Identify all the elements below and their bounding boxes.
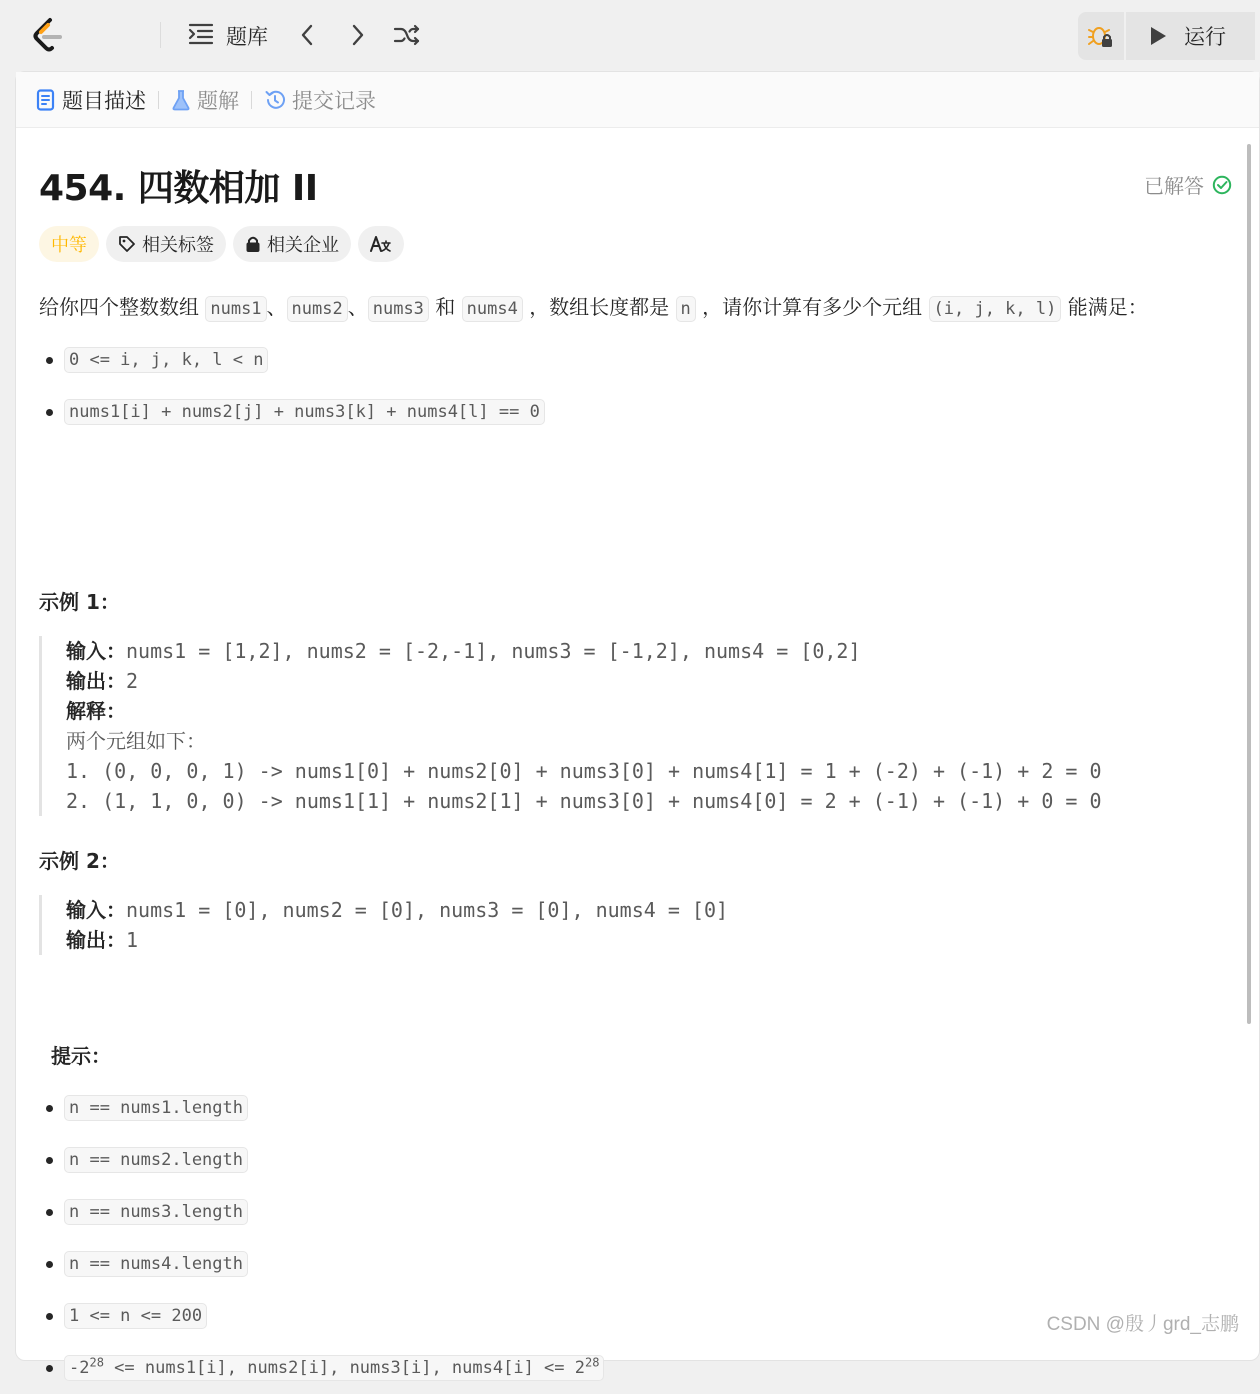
next-problem-button[interactable]	[343, 20, 373, 50]
tab-separator	[158, 91, 159, 109]
tab-solutions-label: 题解	[197, 88, 239, 113]
range-high-exponent: 28	[584, 1355, 600, 1370]
chevron-right-icon	[350, 24, 366, 46]
constraint-code: n == nums3.length	[64, 1199, 248, 1225]
output-label: 输出：	[66, 669, 126, 693]
code-nums2: nums2	[287, 296, 348, 322]
list-item	[39, 1082, 604, 1134]
constraint-code: 1 <= n <= 200	[64, 1303, 207, 1329]
example-2-block	[39, 895, 728, 955]
list-item	[39, 334, 545, 386]
desc-text-1: 给你四个整数数组	[39, 295, 199, 319]
check-circle-icon	[1212, 175, 1232, 195]
difficulty-badge: 中等	[39, 226, 99, 262]
output-label: 输出：	[66, 928, 126, 952]
explanation-line-1: 1. (0, 0, 0, 1) -> nums1[0] + nums2[0] + nums3[0] + nums4[1] = 1 + (-2) + (-1) + 2 = 0	[66, 759, 1102, 783]
constraint-code: n == nums4.length	[64, 1251, 248, 1277]
run-button[interactable]	[1126, 12, 1255, 60]
example-1-heading: 示例 1：	[39, 590, 120, 614]
prev-problem-button[interactable]	[292, 20, 322, 50]
explanation-line-2: 2. (1, 1, 0, 0) -> nums1[1] + nums2[1] + nums3[0] + nums4[0] = 2 + (-1) + (-1) + 0 = 0	[66, 789, 1102, 813]
problem-description	[39, 290, 1148, 326]
code-nums4: nums4	[462, 296, 523, 322]
lock-icon	[245, 235, 261, 253]
solved-label: 已解答	[1144, 174, 1204, 198]
run-label: 运行	[1184, 25, 1226, 49]
csdn-watermark: CSDN @殷丿grd_志鹏	[1046, 1314, 1239, 1335]
random-problem-button[interactable]	[392, 20, 422, 50]
desc-sep-1: 、	[266, 295, 287, 319]
desc-text-2: ，数组长度都是	[529, 295, 670, 319]
translate-button[interactable]	[358, 226, 404, 262]
list-item	[39, 1134, 604, 1186]
play-icon	[1148, 25, 1168, 47]
code-tuple: (i, j, k, l)	[929, 296, 1062, 322]
locked-debug-icon	[1088, 23, 1114, 49]
panel-tabbar	[16, 72, 1259, 128]
code-nums1: nums1	[205, 296, 266, 322]
output-value: 2	[126, 669, 139, 693]
desc-text-3: ，请你计算有多少个元组	[702, 295, 923, 319]
document-icon	[36, 89, 56, 111]
constraint-code-range	[64, 1355, 604, 1381]
top-divider	[160, 22, 161, 48]
leetcode-logo-icon[interactable]	[30, 16, 66, 54]
input-label: 输入：	[66, 898, 126, 922]
list-item	[39, 386, 545, 438]
history-icon	[264, 89, 286, 111]
tab-submissions-label: 提交记录	[292, 88, 376, 113]
related-topics-label: 相关标签	[142, 235, 214, 256]
tag-icon	[118, 235, 136, 253]
input-value: nums1 = [1,2], nums2 = [-2,-1], nums3 = [-1,2], nums4 = [0,2]	[126, 639, 861, 663]
tab-description[interactable]	[36, 80, 146, 120]
constraints-list	[39, 1082, 604, 1394]
input-label: 输入：	[66, 639, 126, 663]
range-low: -2	[69, 1358, 90, 1378]
list-indent-icon	[188, 22, 214, 50]
title-row	[39, 160, 1234, 210]
range-low-exponent: 28	[89, 1355, 104, 1370]
problem-title[interactable]: 454. 四数相加 II	[39, 168, 318, 209]
desc-sep-2: 、	[347, 295, 368, 319]
chevron-left-icon	[299, 24, 315, 46]
conditions-list	[39, 334, 545, 438]
desc-and: 和	[435, 295, 456, 319]
constraints-heading: 提示：	[51, 1044, 111, 1068]
problem-bank-button[interactable]	[188, 18, 268, 54]
constraint-code: n == nums2.length	[64, 1147, 248, 1173]
panel-scrollbar[interactable]	[1247, 144, 1251, 1024]
list-item	[39, 1186, 604, 1238]
debug-button[interactable]	[1078, 12, 1124, 60]
input-value: nums1 = [0], nums2 = [0], nums3 = [0], nums4 = [0]	[126, 898, 729, 922]
explanation-text: 两个元组如下：	[66, 729, 206, 753]
problem-bank-label: 题库	[226, 25, 268, 49]
tag-row	[39, 226, 404, 262]
list-item	[39, 1290, 604, 1342]
related-companies-button[interactable]	[233, 226, 351, 262]
constraint-code: n == nums1.length	[64, 1095, 248, 1121]
list-item	[39, 1238, 604, 1290]
related-companies-label: 相关企业	[267, 235, 339, 256]
tab-description-label: 题目描述	[62, 88, 146, 113]
list-item	[39, 1342, 604, 1394]
desc-text-4: 能满足：	[1067, 295, 1148, 319]
condition-code: 0 <= i, j, k, l < n	[64, 347, 268, 373]
solved-status	[1144, 170, 1232, 199]
example-1-block	[39, 636, 1102, 816]
output-value: 1	[126, 928, 139, 952]
tab-solutions[interactable]	[171, 80, 239, 120]
condition-code: nums1[i] + nums2[j] + nums3[k] + nums4[l] == 0	[64, 399, 545, 425]
top-navbar	[0, 0, 1255, 72]
tab-submissions[interactable]	[264, 80, 376, 120]
translate-icon	[370, 234, 392, 254]
range-mid: <= nums1[i], nums2[i], nums3[i], nums4[i] <= 2	[103, 1358, 585, 1378]
code-nums3: nums3	[368, 296, 429, 322]
shuffle-icon	[393, 23, 421, 47]
related-topics-button[interactable]	[106, 226, 226, 262]
run-controls	[1078, 12, 1255, 60]
flask-icon	[171, 89, 191, 111]
description-panel	[15, 71, 1260, 1378]
example-2-heading: 示例 2：	[39, 849, 120, 873]
explanation-label: 解释：	[66, 699, 126, 723]
code-n: n	[676, 296, 696, 322]
tab-separator	[251, 91, 252, 109]
